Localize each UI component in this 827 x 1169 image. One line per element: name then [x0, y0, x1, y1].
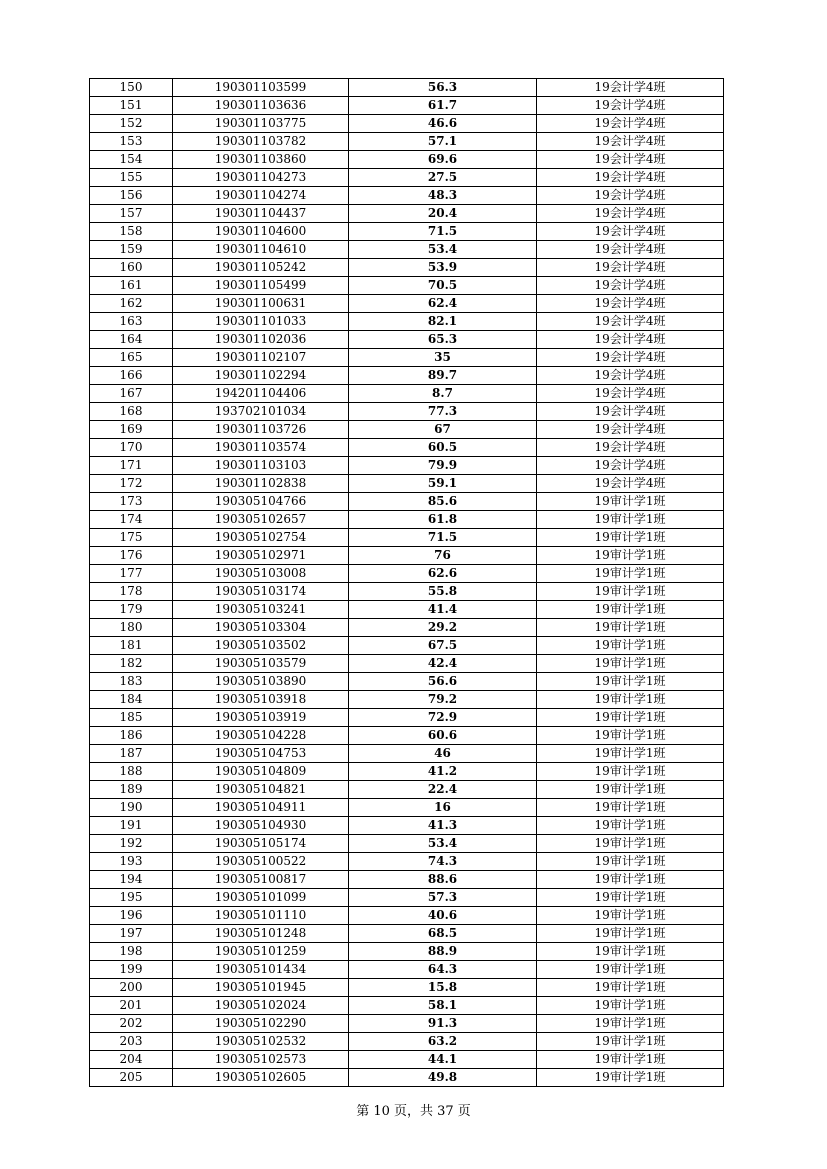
row-number-cell: 153 [90, 133, 173, 151]
row-number-cell: 191 [90, 817, 173, 835]
class-name-cell: 19审计学1班 [537, 691, 724, 709]
row-number-cell: 190 [90, 799, 173, 817]
row-number-cell: 194 [90, 871, 173, 889]
table-row [90, 691, 724, 709]
table-row [90, 583, 724, 601]
score-cell: 67.5 [349, 637, 537, 655]
score-cell: 46.6 [349, 115, 537, 133]
class-name-cell: 19审计学1班 [537, 673, 724, 691]
row-number-cell: 177 [90, 565, 173, 583]
score-cell: 56.3 [349, 79, 537, 97]
row-number-cell: 181 [90, 637, 173, 655]
score-cell: 22.4 [349, 781, 537, 799]
student-id-cell: 190301101033 [173, 313, 349, 331]
score-cell: 16 [349, 799, 537, 817]
student-id-cell: 190305104821 [173, 781, 349, 799]
student-id-cell: 190305102657 [173, 511, 349, 529]
row-number-cell: 179 [90, 601, 173, 619]
class-name-cell: 19审计学1班 [537, 853, 724, 871]
row-number-cell: 161 [90, 277, 173, 295]
score-cell: 41.3 [349, 817, 537, 835]
table-row [90, 655, 724, 673]
score-cell: 42.4 [349, 655, 537, 673]
score-cell: 65.3 [349, 331, 537, 349]
table-row [90, 907, 724, 925]
student-id-cell: 190301102294 [173, 367, 349, 385]
student-id-cell: 190305104911 [173, 799, 349, 817]
student-id-cell: 190301103860 [173, 151, 349, 169]
score-cell: 67 [349, 421, 537, 439]
row-number-cell: 158 [90, 223, 173, 241]
score-cell: 35 [349, 349, 537, 367]
class-name-cell: 19审计学1班 [537, 1015, 724, 1033]
row-number-cell: 183 [90, 673, 173, 691]
student-id-cell: 190305103174 [173, 583, 349, 601]
score-cell: 15.8 [349, 979, 537, 997]
student-id-cell: 190305102532 [173, 1033, 349, 1051]
row-number-cell: 165 [90, 349, 173, 367]
student-id-cell: 190305102290 [173, 1015, 349, 1033]
row-number-cell: 166 [90, 367, 173, 385]
student-id-cell: 190301103726 [173, 421, 349, 439]
class-name-cell: 19审计学1班 [537, 655, 724, 673]
table-row [90, 151, 724, 169]
row-number-cell: 188 [90, 763, 173, 781]
page-footer: 第 10 页，共 37 页 [356, 1104, 471, 1119]
row-number-cell: 168 [90, 403, 173, 421]
table-row [90, 439, 724, 457]
student-id-cell: 190301104273 [173, 169, 349, 187]
table-row [90, 961, 724, 979]
class-name-cell: 19会计学4班 [537, 97, 724, 115]
table-row [90, 511, 724, 529]
student-id-cell: 190305101110 [173, 907, 349, 925]
class-name-cell: 19会计学4班 [537, 151, 724, 169]
student-id-cell: 190305101248 [173, 925, 349, 943]
table-row [90, 925, 724, 943]
class-name-cell: 19审计学1班 [537, 529, 724, 547]
table-row [90, 187, 724, 205]
class-name-cell: 19会计学4班 [537, 115, 724, 133]
class-name-cell: 19会计学4班 [537, 241, 724, 259]
student-id-cell: 190305101434 [173, 961, 349, 979]
score-cell: 57.1 [349, 133, 537, 151]
row-number-cell: 167 [90, 385, 173, 403]
student-id-cell: 190305102605 [173, 1069, 349, 1087]
score-cell: 71.5 [349, 529, 537, 547]
score-cell: 44.1 [349, 1051, 537, 1069]
student-id-cell: 190305105174 [173, 835, 349, 853]
row-number-cell: 176 [90, 547, 173, 565]
class-name-cell: 19审计学1班 [537, 601, 724, 619]
row-number-cell: 169 [90, 421, 173, 439]
table-row [90, 547, 724, 565]
class-name-cell: 19会计学4班 [537, 439, 724, 457]
student-id-cell: 190305104930 [173, 817, 349, 835]
score-cell: 71.5 [349, 223, 537, 241]
row-number-cell: 201 [90, 997, 173, 1015]
row-number-cell: 173 [90, 493, 173, 511]
score-cell: 58.1 [349, 997, 537, 1015]
score-cell: 61.7 [349, 97, 537, 115]
class-name-cell: 19审计学1班 [537, 1051, 724, 1069]
score-cell: 89.7 [349, 367, 537, 385]
student-id-cell: 190301102036 [173, 331, 349, 349]
class-name-cell: 19会计学4班 [537, 457, 724, 475]
table-row [90, 799, 724, 817]
table-row [90, 97, 724, 115]
score-cell: 27.5 [349, 169, 537, 187]
row-number-cell: 157 [90, 205, 173, 223]
score-cell: 76 [349, 547, 537, 565]
score-cell: 41.4 [349, 601, 537, 619]
class-name-cell: 19会计学4班 [537, 385, 724, 403]
score-cell: 74.3 [349, 853, 537, 871]
row-number-cell: 154 [90, 151, 173, 169]
class-name-cell: 19会计学4班 [537, 331, 724, 349]
class-name-cell: 19审计学1班 [537, 727, 724, 745]
table-row [90, 619, 724, 637]
table-row [90, 745, 724, 763]
row-number-cell: 175 [90, 529, 173, 547]
class-name-cell: 19审计学1班 [537, 997, 724, 1015]
row-number-cell: 199 [90, 961, 173, 979]
student-id-cell: 190301104437 [173, 205, 349, 223]
student-id-cell: 190301104274 [173, 187, 349, 205]
student-id-cell: 190305104809 [173, 763, 349, 781]
student-id-cell: 190305101259 [173, 943, 349, 961]
class-name-cell: 19审计学1班 [537, 907, 724, 925]
table-row [90, 709, 724, 727]
row-number-cell: 160 [90, 259, 173, 277]
class-name-cell: 19会计学4班 [537, 79, 724, 97]
score-cell: 88.9 [349, 943, 537, 961]
class-name-cell: 19审计学1班 [537, 547, 724, 565]
score-cell: 53.9 [349, 259, 537, 277]
student-id-cell: 190305100817 [173, 871, 349, 889]
grades-table-body [90, 79, 724, 1087]
score-cell: 85.6 [349, 493, 537, 511]
score-cell: 56.6 [349, 673, 537, 691]
score-cell: 79.2 [349, 691, 537, 709]
class-name-cell: 19会计学4班 [537, 277, 724, 295]
row-number-cell: 193 [90, 853, 173, 871]
score-cell: 77.3 [349, 403, 537, 421]
table-row [90, 295, 724, 313]
class-name-cell: 19审计学1班 [537, 817, 724, 835]
table-row [90, 1051, 724, 1069]
class-name-cell: 19会计学4班 [537, 205, 724, 223]
student-id-cell: 190305101099 [173, 889, 349, 907]
student-id-cell: 190305103919 [173, 709, 349, 727]
class-name-cell: 19审计学1班 [537, 493, 724, 511]
student-id-cell: 190301103599 [173, 79, 349, 97]
row-number-cell: 156 [90, 187, 173, 205]
class-name-cell: 19会计学4班 [537, 169, 724, 187]
score-cell: 72.9 [349, 709, 537, 727]
class-name-cell: 19审计学1班 [537, 637, 724, 655]
student-id-cell: 190305102024 [173, 997, 349, 1015]
score-cell: 48.3 [349, 187, 537, 205]
class-name-cell: 19审计学1班 [537, 889, 724, 907]
class-name-cell: 19审计学1班 [537, 835, 724, 853]
student-id-cell: 190301103636 [173, 97, 349, 115]
table-row [90, 727, 724, 745]
table-row [90, 385, 724, 403]
score-cell: 64.3 [349, 961, 537, 979]
student-id-cell: 190301105499 [173, 277, 349, 295]
student-id-cell: 190305103918 [173, 691, 349, 709]
score-cell: 60.5 [349, 439, 537, 457]
class-name-cell: 19会计学4班 [537, 367, 724, 385]
table-row [90, 367, 724, 385]
student-id-cell: 190305104753 [173, 745, 349, 763]
table-row [90, 241, 724, 259]
row-number-cell: 159 [90, 241, 173, 259]
class-name-cell: 19审计学1班 [537, 925, 724, 943]
table-row [90, 529, 724, 547]
class-name-cell: 19审计学1班 [537, 511, 724, 529]
table-row [90, 979, 724, 997]
class-name-cell: 19会计学4班 [537, 475, 724, 493]
score-cell: 91.3 [349, 1015, 537, 1033]
score-cell: 63.2 [349, 1033, 537, 1051]
student-id-cell: 190305102754 [173, 529, 349, 547]
score-cell: 40.6 [349, 907, 537, 925]
score-cell: 8.7 [349, 385, 537, 403]
score-cell: 61.8 [349, 511, 537, 529]
table-row [90, 115, 724, 133]
student-id-cell: 190301103775 [173, 115, 349, 133]
row-number-cell: 151 [90, 97, 173, 115]
row-number-cell: 196 [90, 907, 173, 925]
score-cell: 82.1 [349, 313, 537, 331]
score-cell: 62.6 [349, 565, 537, 583]
class-name-cell: 19审计学1班 [537, 745, 724, 763]
student-id-cell: 190305104228 [173, 727, 349, 745]
table-row [90, 457, 724, 475]
score-cell: 53.4 [349, 835, 537, 853]
row-number-cell: 150 [90, 79, 173, 97]
score-cell: 68.5 [349, 925, 537, 943]
table-row [90, 835, 724, 853]
table-row [90, 889, 724, 907]
table-row [90, 421, 724, 439]
class-name-cell: 19会计学4班 [537, 259, 724, 277]
table-row [90, 781, 724, 799]
row-number-cell: 202 [90, 1015, 173, 1033]
table-row [90, 313, 724, 331]
student-id-cell: 190301102838 [173, 475, 349, 493]
student-id-cell: 190305102971 [173, 547, 349, 565]
class-name-cell: 19审计学1班 [537, 583, 724, 601]
table-row [90, 349, 724, 367]
score-cell: 53.4 [349, 241, 537, 259]
row-number-cell: 184 [90, 691, 173, 709]
table-row [90, 637, 724, 655]
row-number-cell: 162 [90, 295, 173, 313]
score-cell: 57.3 [349, 889, 537, 907]
student-id-cell: 190305102573 [173, 1051, 349, 1069]
grades-table [89, 78, 724, 1087]
score-cell: 59.1 [349, 475, 537, 493]
row-number-cell: 200 [90, 979, 173, 997]
row-number-cell: 187 [90, 745, 173, 763]
table-row [90, 763, 724, 781]
student-id-cell: 190305101945 [173, 979, 349, 997]
row-number-cell: 180 [90, 619, 173, 637]
row-number-cell: 172 [90, 475, 173, 493]
table-row [90, 475, 724, 493]
student-id-cell: 190305103579 [173, 655, 349, 673]
class-name-cell: 19会计学4班 [537, 313, 724, 331]
class-name-cell: 19审计学1班 [537, 871, 724, 889]
student-id-cell: 190305103241 [173, 601, 349, 619]
table-row [90, 493, 724, 511]
class-name-cell: 19审计学1班 [537, 943, 724, 961]
row-number-cell: 178 [90, 583, 173, 601]
row-number-cell: 204 [90, 1051, 173, 1069]
student-id-cell: 190305103008 [173, 565, 349, 583]
student-id-cell: 193702101034 [173, 403, 349, 421]
row-number-cell: 205 [90, 1069, 173, 1087]
score-cell: 49.8 [349, 1069, 537, 1087]
student-id-cell: 190301105242 [173, 259, 349, 277]
class-name-cell: 19会计学4班 [537, 133, 724, 151]
row-number-cell: 174 [90, 511, 173, 529]
class-name-cell: 19审计学1班 [537, 979, 724, 997]
row-number-cell: 203 [90, 1033, 173, 1051]
class-name-cell: 19审计学1班 [537, 763, 724, 781]
class-name-cell: 19会计学4班 [537, 295, 724, 313]
class-name-cell: 19会计学4班 [537, 187, 724, 205]
student-id-cell: 190301104610 [173, 241, 349, 259]
student-id-cell: 190301103103 [173, 457, 349, 475]
class-name-cell: 19审计学1班 [537, 565, 724, 583]
table-row [90, 943, 724, 961]
table-row [90, 817, 724, 835]
score-cell: 79.9 [349, 457, 537, 475]
table-row [90, 1033, 724, 1051]
table-row [90, 673, 724, 691]
row-number-cell: 170 [90, 439, 173, 457]
row-number-cell: 185 [90, 709, 173, 727]
student-id-cell: 190301104600 [173, 223, 349, 241]
score-cell: 60.6 [349, 727, 537, 745]
class-name-cell: 19会计学4班 [537, 403, 724, 421]
class-name-cell: 19审计学1班 [537, 1033, 724, 1051]
table-row [90, 871, 724, 889]
student-id-cell: 190305103890 [173, 673, 349, 691]
class-name-cell: 19会计学4班 [537, 421, 724, 439]
row-number-cell: 182 [90, 655, 173, 673]
row-number-cell: 192 [90, 835, 173, 853]
student-id-cell: 190305103304 [173, 619, 349, 637]
score-cell: 29.2 [349, 619, 537, 637]
table-row [90, 997, 724, 1015]
table-row [90, 133, 724, 151]
table-row [90, 601, 724, 619]
table-row [90, 853, 724, 871]
score-cell: 70.5 [349, 277, 537, 295]
table-row [90, 277, 724, 295]
row-number-cell: 195 [90, 889, 173, 907]
table-row [90, 223, 724, 241]
score-cell: 55.8 [349, 583, 537, 601]
class-name-cell: 19审计学1班 [537, 799, 724, 817]
student-id-cell: 190305103502 [173, 637, 349, 655]
score-cell: 62.4 [349, 295, 537, 313]
table-row [90, 1069, 724, 1087]
class-name-cell: 19审计学1班 [537, 709, 724, 727]
row-number-cell: 198 [90, 943, 173, 961]
score-cell: 69.6 [349, 151, 537, 169]
student-id-cell: 190301103574 [173, 439, 349, 457]
row-number-cell: 189 [90, 781, 173, 799]
class-name-cell: 19会计学4班 [537, 349, 724, 367]
row-number-cell: 163 [90, 313, 173, 331]
row-number-cell: 197 [90, 925, 173, 943]
student-id-cell: 190301102107 [173, 349, 349, 367]
score-cell: 46 [349, 745, 537, 763]
student-id-cell: 190305104766 [173, 493, 349, 511]
student-id-cell: 190305100522 [173, 853, 349, 871]
table-row [90, 169, 724, 187]
student-id-cell: 194201104406 [173, 385, 349, 403]
student-id-cell: 190301100631 [173, 295, 349, 313]
class-name-cell: 19会计学4班 [537, 223, 724, 241]
row-number-cell: 164 [90, 331, 173, 349]
score-cell: 20.4 [349, 205, 537, 223]
student-id-cell: 190301103782 [173, 133, 349, 151]
row-number-cell: 155 [90, 169, 173, 187]
score-cell: 88.6 [349, 871, 537, 889]
table-row [90, 565, 724, 583]
table-row [90, 1015, 724, 1033]
row-number-cell: 152 [90, 115, 173, 133]
row-number-cell: 171 [90, 457, 173, 475]
table-row [90, 79, 724, 97]
class-name-cell: 19审计学1班 [537, 619, 724, 637]
table-row [90, 403, 724, 421]
class-name-cell: 19审计学1班 [537, 961, 724, 979]
class-name-cell: 19审计学1班 [537, 1069, 724, 1087]
score-cell: 41.2 [349, 763, 537, 781]
table-row [90, 331, 724, 349]
row-number-cell: 186 [90, 727, 173, 745]
class-name-cell: 19审计学1班 [537, 781, 724, 799]
table-row [90, 259, 724, 277]
table-row [90, 205, 724, 223]
